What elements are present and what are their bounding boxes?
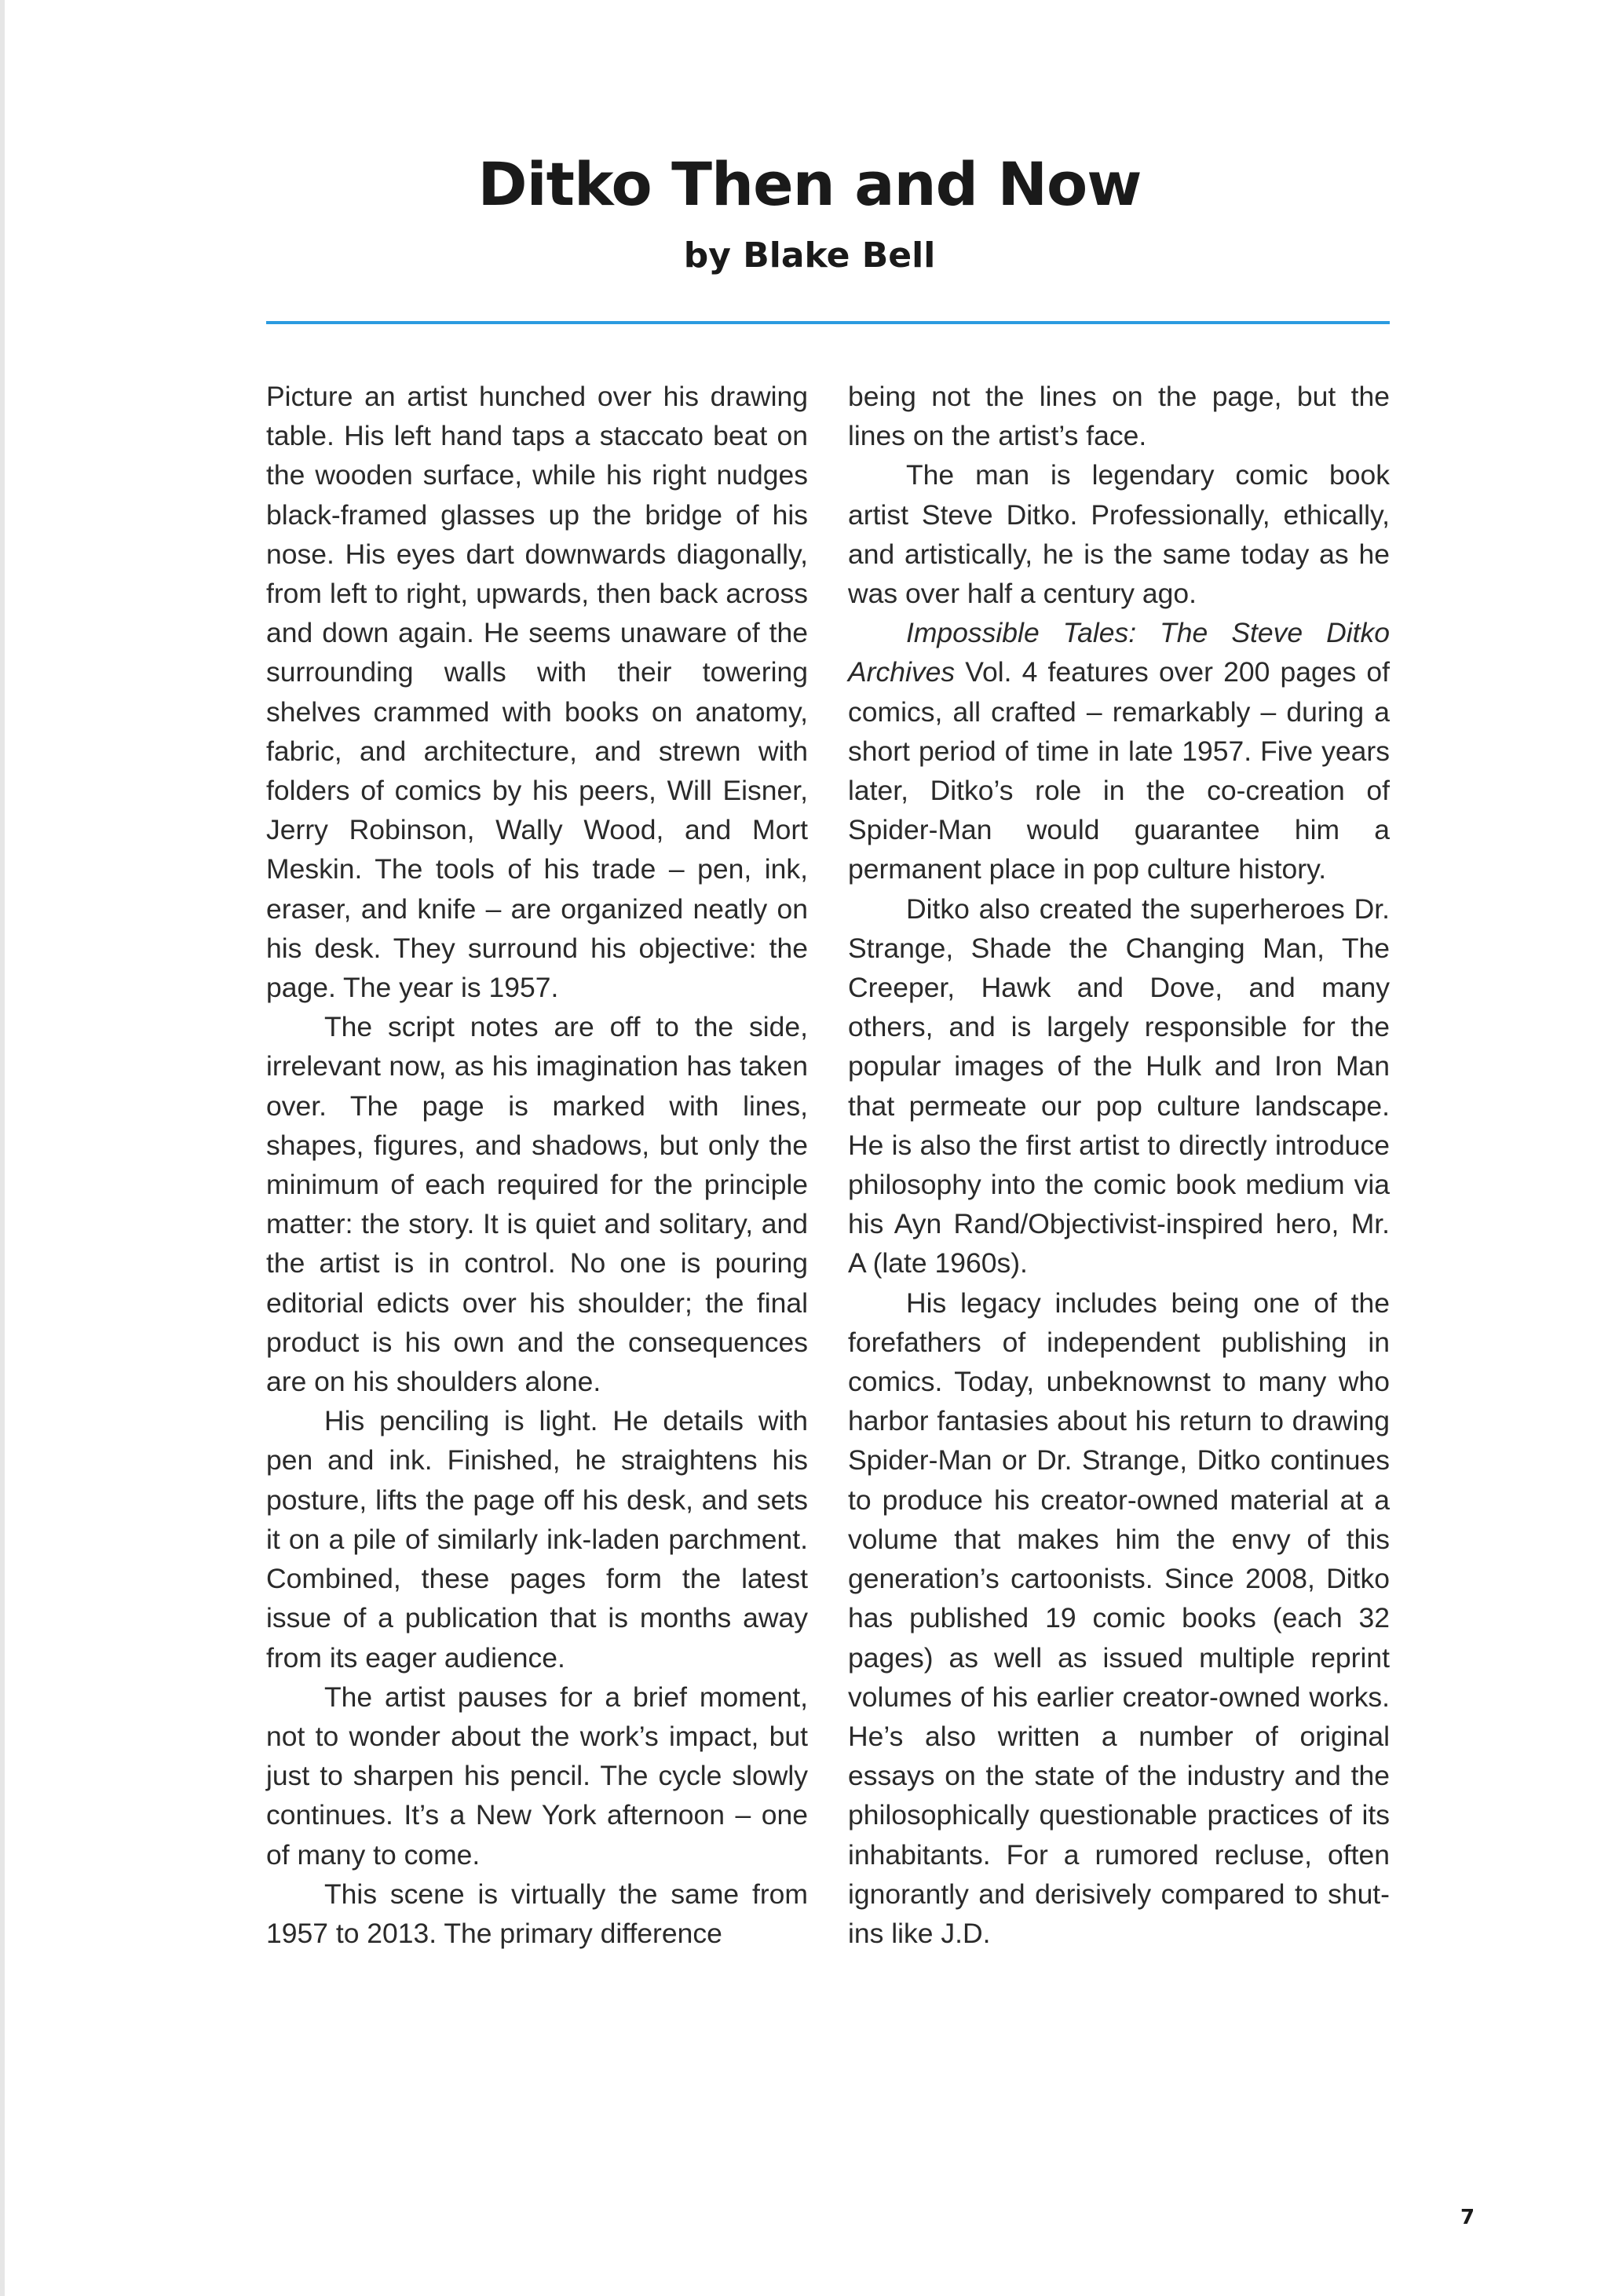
page-number: 7 [1460, 2206, 1475, 2229]
right-column [848, 377, 1390, 1953]
left-column [266, 377, 808, 1953]
paragraph: Ditko also created the superheroes Dr. Strange, Shade the Changing Man, The Creeper, Hawk and Dove, and many others, and is largely responsible for the popular images of the Hulk and Iron Man that permeate our pop culture landscape. He is also the first artist to directly introduce philosophy into the comic book medium via his Ayn Rand/Objectivist-inspired hero, Mr. A (late 1960s). [848, 892, 1390, 1279]
article-byline: by Blake Bell [683, 235, 936, 276]
page-edge [0, 0, 5, 2296]
paragraph: His legacy includes being one of the forefathers of independent publishing in comics. Today, unbeknownst to many who harbor fantasies about his return to drawing Spider-Man or Dr. Strange, Ditko continues to produce his creator-owned material at a volume that makes him the envy of this generation’s cartoonists. Since 2008, Ditko has published 19 comic books (each 32 pages) as well as issued multiple reprint volumes of his earlier creator-owned works. He’s also written a number of original essays on the state of the industry and the philosophically questionable practices of its inhabitants. For a rumored recluse, often ignorantly and derisively compared to shut-ins like J.D. [848, 1287, 1390, 1949]
paragraph: being not the lines on the page, but the lines on the artist’s face. [848, 381, 1390, 452]
paragraph-text: Vol. 4 features over 200 pages of comics, all crafted – remarkably – during a short period of time in late 1957. Five years later, Ditko’s role in the co-creation of Spider-Man would guarantee him a permanent place in pop culture history. [848, 656, 1390, 885]
paragraph: The script notes are off to the side, irrelevant now, as his imagination has taken over. The page is marked with lines, shapes, figures, and shadows, but only the minimum of each required for the principle matter: the story. It is quiet and solitary, and the artist is in control. No one is pouring editorial edicts over his shoulder; the final product is his own and the consequences are on his shoulders alone. [266, 1011, 808, 1398]
paragraph: His penciling is light. He details with pen and ink. Finished, he straightens his posture, lifts the page off his desk, and sets it on a pile of similarly ink-laden parchment. Combined, these pages form the latest issue of a publication that is months away from its eager audience. [266, 1405, 808, 1674]
paragraph: This scene is virtually the same from 1957 to 2013. The primary difference [266, 1878, 808, 1949]
book-title: Impossible Tales: The Steve Ditko Archives [848, 617, 1390, 688]
article-title: Ditko Then and Now [477, 149, 1142, 219]
paragraph: The man is legendary comic book artist Steve Ditko. Professionally, ethically, and artistically, he is the same today as he was over half a century ago. [848, 459, 1390, 610]
paragraph: The artist pauses for a brief moment, not to wonder about the work’s impact, but just to sharpen his pencil. The cycle slowly continues. It’s a New York afternoon – one of many to come. [266, 1681, 808, 1871]
paragraph [848, 613, 1390, 889]
paragraph: Picture an artist hunched over his drawing table. His left hand taps a staccato beat on the wooden surface, while his right nudges black-framed glasses up the bridge of his nose. His eyes dart downwards diagonally, from left to right, upwards, then back across and down again. He seems unaware of the surrounding walls with their towering shelves crammed with books on anatomy, fabric, and architecture, and strewn with folders of comics by his peers, Will Eisner, Jerry Robinson, Wally Wood, and Mort Meskin. The tools of his trade – pen, ink, eraser, and knife – are organized neatly on his desk. They surround his objective: the page. The year is 1957. [266, 381, 808, 1004]
title-divider [266, 321, 1390, 324]
